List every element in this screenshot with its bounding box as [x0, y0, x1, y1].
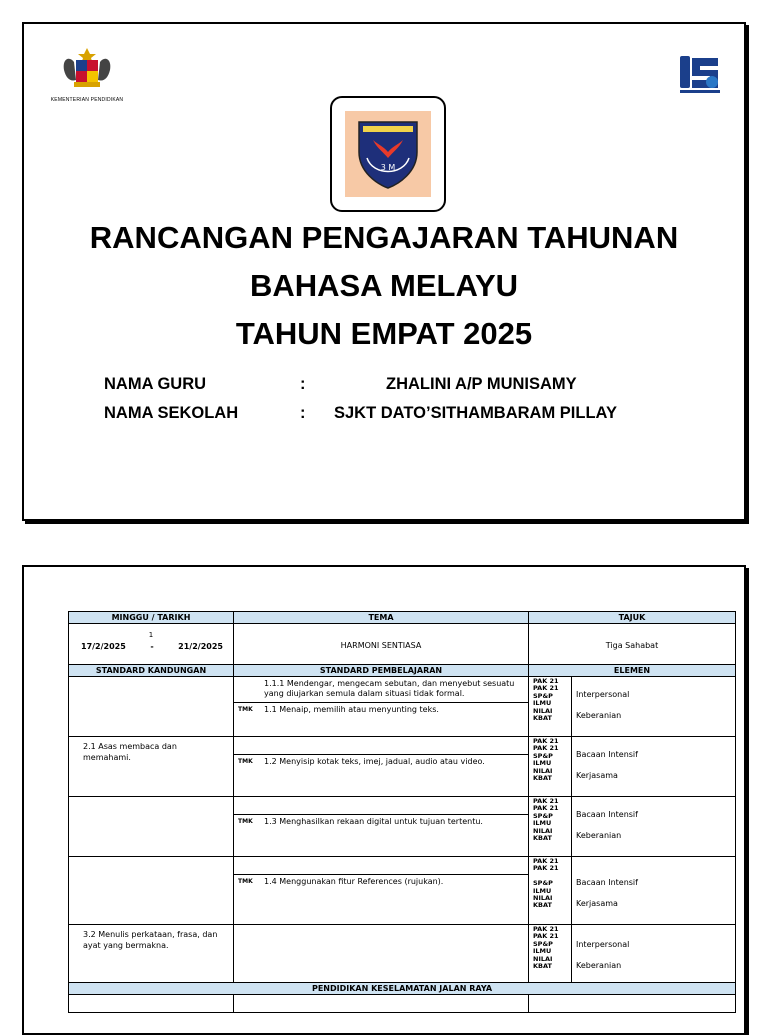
sp-line: [234, 815, 528, 832]
element-item: Interpersonal: [576, 940, 630, 949]
week-cell: [69, 624, 233, 664]
table-header-row: [69, 612, 736, 624]
crest-background: [345, 111, 431, 197]
education-logo: [678, 50, 722, 103]
section-header-row: [69, 983, 736, 995]
ministry-label: KEMENTERIAN PENDIDIKAN: [50, 97, 124, 103]
element-item: Keberanian: [576, 711, 622, 720]
element-list: [572, 857, 735, 909]
svg-text:3 M: 3 M: [380, 163, 396, 172]
section-title: PENDIDIKAN KESELAMATAN JALAN RAYA: [69, 983, 736, 995]
table-row: [69, 737, 736, 797]
sp-line: [234, 703, 528, 720]
teacher-key: NAMA GURU: [104, 375, 207, 393]
ministry-logo: [42, 46, 132, 103]
sp-text: 1.4 Menggunakan fitur References (rujukan).: [264, 877, 444, 886]
table-row: [69, 925, 736, 983]
date-start: 17/2/2025: [81, 642, 126, 651]
sk-text: [69, 677, 233, 681]
plan-page: [22, 565, 746, 1035]
header-sk: STANDARD KANDUNGAN: [69, 665, 234, 677]
school-crest: [330, 96, 446, 212]
element-item: Bacaan Intensif: [576, 878, 638, 887]
table-row: [69, 797, 736, 857]
sk-text: [69, 797, 233, 801]
element-item: Keberanian: [576, 961, 622, 970]
tmk-label: TMK: [238, 706, 253, 713]
sk-text: [69, 857, 233, 861]
element-list: [572, 677, 735, 721]
sk-text: 3.2 Menulis perkataan, frasa, dan ayat yang bermakna.: [83, 930, 218, 950]
sp-line: [234, 755, 528, 772]
tmk-label: TMK: [238, 878, 253, 885]
element-item: Kerjasama: [576, 771, 618, 780]
sp-line: 1.1.1 Mendengar, mengecam sebutan, dan menyebut sesuatu yang diujarkan semula dalam situasi tidak formal.: [234, 677, 528, 703]
element-list: [572, 925, 735, 971]
table-row: [69, 677, 736, 737]
element-codes: PAK 21 PAK 21 SP&P ILMU NILAI KBAT: [533, 797, 559, 843]
sp-line: [234, 797, 528, 815]
title-line-2: BAHASA MELAYU: [249, 268, 519, 303]
is-logo-icon: [678, 50, 722, 98]
table-row: [69, 995, 736, 1013]
element-item: Bacaan Intensif: [576, 750, 638, 759]
sp-text: 1.3 Menghasilkan rekaan digital untuk tujuan tertentu.: [264, 817, 483, 826]
tmk-label: TMK: [238, 758, 253, 765]
school-key: NAMA SEKOLAH: [104, 404, 239, 422]
sp-text: 1.2 Menyisip kotak teks, imej, jadual, audio atau video.: [264, 757, 485, 766]
title-line-3: TAHUN EMPAT 2025: [235, 316, 533, 351]
teacher-value: ZHALINI A/P MUNISAMY: [386, 375, 577, 393]
element-list: [572, 737, 735, 781]
date-separator: -: [150, 642, 154, 651]
date-end: 21/2/2025: [178, 642, 223, 651]
element-codes: PAK 21 PAK 21 SP&P ILMU NILAI KBAT: [533, 737, 559, 783]
element-list: [572, 797, 735, 841]
element-item: Interpersonal: [576, 690, 630, 699]
element-item: Bacaan Intensif: [576, 810, 638, 819]
element-item: Keberanian: [576, 831, 622, 840]
header-tema: TEMA: [234, 612, 529, 624]
tajuk-value: Tiga Sahabat: [605, 641, 659, 650]
date-range: [81, 642, 223, 651]
table-row: [69, 857, 736, 925]
header-tajuk: TAJUK: [529, 612, 736, 624]
sp-line: [234, 737, 528, 755]
header-sp: STANDARD PEMBELAJARAN: [234, 665, 529, 677]
school-value: SJKT DATO’SITHAMBARAM PILLAY: [334, 404, 617, 422]
cover-page: [22, 22, 746, 521]
header-elemen: ELEMEN: [529, 665, 736, 677]
element-codes: PAK 21 PAK 21 SP&P ILMU NILAI KBAT: [533, 925, 559, 971]
element-codes: PAK 21 PAK 21 SP&P ILMU NILAI KBAT: [533, 857, 559, 910]
header-minggu: MINGGU / TARIKH: [69, 612, 234, 624]
shield-icon: [353, 118, 423, 190]
element-item: Kerjasama: [576, 899, 618, 908]
element-codes: PAK 21 PAK 21 SP&P ILMU NILAI KBAT: [533, 677, 559, 723]
sp-line: [234, 875, 528, 892]
sp-text: 1.1 Menaip, memilih atau menyunting teks.: [264, 705, 439, 714]
subheader-row: [69, 665, 736, 677]
title-line-1: RANCANGAN PENGAJARAN TAHUNAN: [89, 220, 679, 255]
colon: :: [300, 404, 306, 422]
lesson-plan-table: [68, 611, 736, 1013]
coat-of-arms-icon: [60, 46, 114, 90]
week-number: 1: [148, 631, 154, 639]
sp-line: [234, 857, 528, 875]
colon: :: [300, 375, 306, 393]
tmk-label: TMK: [238, 818, 253, 825]
sk-text: 2.1 Asas membaca dan memahami.: [83, 742, 177, 762]
week-row: [69, 624, 736, 665]
tema-value: HARMONI SENTIASA: [340, 641, 422, 650]
